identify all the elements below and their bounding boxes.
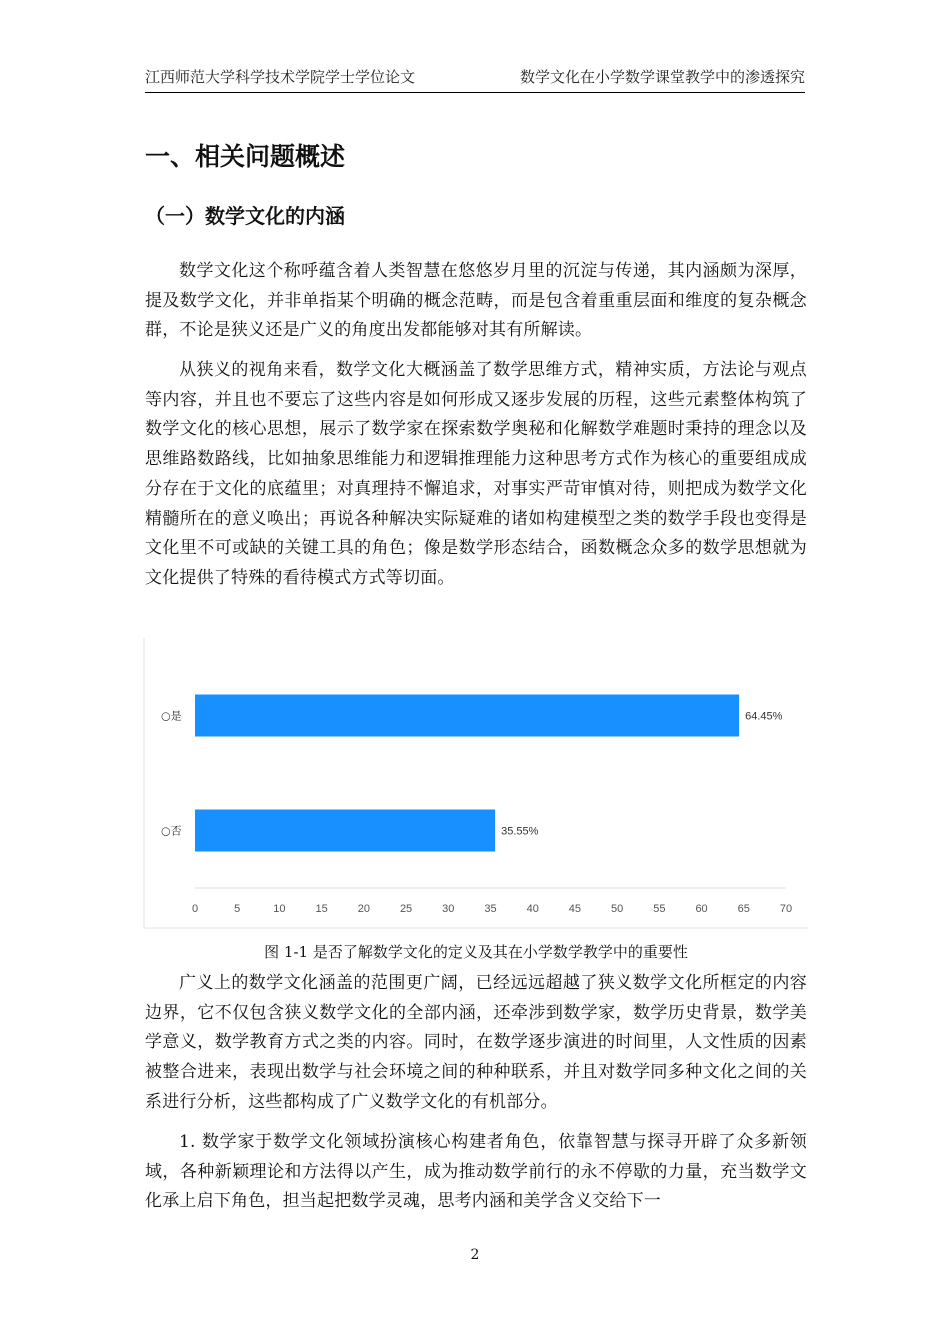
x-tick-label: 65 <box>737 903 750 915</box>
bar <box>195 810 495 852</box>
bar-value-label: 35.55% <box>501 825 539 838</box>
category-label: ○否 <box>161 824 182 838</box>
x-tick-label: 45 <box>568 903 582 915</box>
bar-value-label: 64.45% <box>745 710 783 723</box>
category-label: ○是 <box>161 709 182 723</box>
x-tick-label: 10 <box>273 903 286 915</box>
subsection-title: （一）数学文化的内涵 <box>145 204 345 228</box>
paragraph-4: 1. 数学家于数学文化领域扮演核心构建者角色，依靠智慧与探寻开辟了众多新领域，各种新颖理论和方法得以产生，成为推动数学前行的永不停歇的力量，充当数学文化承上启下角色，担当起把数学灵魂，思考内涵和美学含义交给下一 <box>145 1132 807 1212</box>
bar <box>195 695 739 737</box>
section-title: 一、相关问题概述 <box>145 142 346 171</box>
paragraph-3: 广义上的数学文化涵盖的范围更广阔，已经远远超越了狭义数学文化所框定的内容边界，它不仅包含狭义数学文化的全部内涵，还牵涉到数学家，数学历史背景，数学美学意义，数学教育方式之类的内容。同时，在数学逐步演进的时间里，人文性质的因素被整合进来，表现出数学与社会环境之间的种种联系，并且对数学同多种文化之间的关系进行分析，这些都构成了广义数学文化的有机部分。 <box>145 973 807 1112</box>
x-tick-label: 25 <box>399 903 413 915</box>
header-rule <box>145 92 805 93</box>
paragraph-2: 从狭义的视角来看，数学文化大概涵盖了数学思维方式，精神实质，方法论与观点等内容，并且也不要忘了这些内容是如何形成又逐步发展的历程，这些元素整体构筑了数学文化的核心思想，展示了数学家在探索数学奥秘和化解数学难题时秉持的理念以及思维路数路线，比如抽象思维能力和逻辑推理能力这种思考方式作为核心的重要组成成分存在于文化的底蕴里；对真理持不懈追求，对事实严苛审慎对待，则把成为数学文化精髓所在的意义唤出；再说各种解决实际疑难的诸如构建模型之类的数学手段也变得是文化里不可或缺的关键工具的角色；像是数学形态结合，函数概念众多的数学思想就为文化提供了特殊的看待模式方式等切面。 <box>145 360 807 588</box>
x-tick-label: 55 <box>653 903 666 915</box>
x-tick-label: 70 <box>779 903 793 915</box>
x-tick-label: 0 <box>191 903 199 915</box>
x-tick-label: 60 <box>695 903 708 915</box>
page-number: 2 <box>470 1247 480 1263</box>
bar-chart <box>143 638 808 930</box>
figure-caption: 图 1-1 是否了解数学文化的定义及其在小学数学教学中的重要性 <box>264 943 688 961</box>
x-tick-label: 50 <box>611 903 624 915</box>
x-tick-label: 20 <box>357 903 370 915</box>
paragraph-1: 数学文化这个称呼蕴含着人类智慧在悠悠岁月里的沉淀与传递，其内涵颇为深厚，提及数学文化，并非单指某个明确的概念范畴，而是包含着重重层面和维度的复杂概念群，不论是狭义还是广义的角度出发都能够对其有所解读。 <box>145 261 807 341</box>
running-header-right: 数学文化在小学数学课堂教学中的渗透探究 <box>519 68 805 86</box>
x-tick-label: 30 <box>442 903 455 915</box>
x-tick-label: 40 <box>526 903 539 915</box>
x-tick-label: 35 <box>484 903 497 915</box>
x-tick-label: 15 <box>315 903 328 915</box>
x-tick-label: 5 <box>234 903 241 915</box>
bar-chart-svg <box>143 638 808 930</box>
running-header-left: 江西师范大学科学技术学院学士学位论文 <box>145 68 416 86</box>
